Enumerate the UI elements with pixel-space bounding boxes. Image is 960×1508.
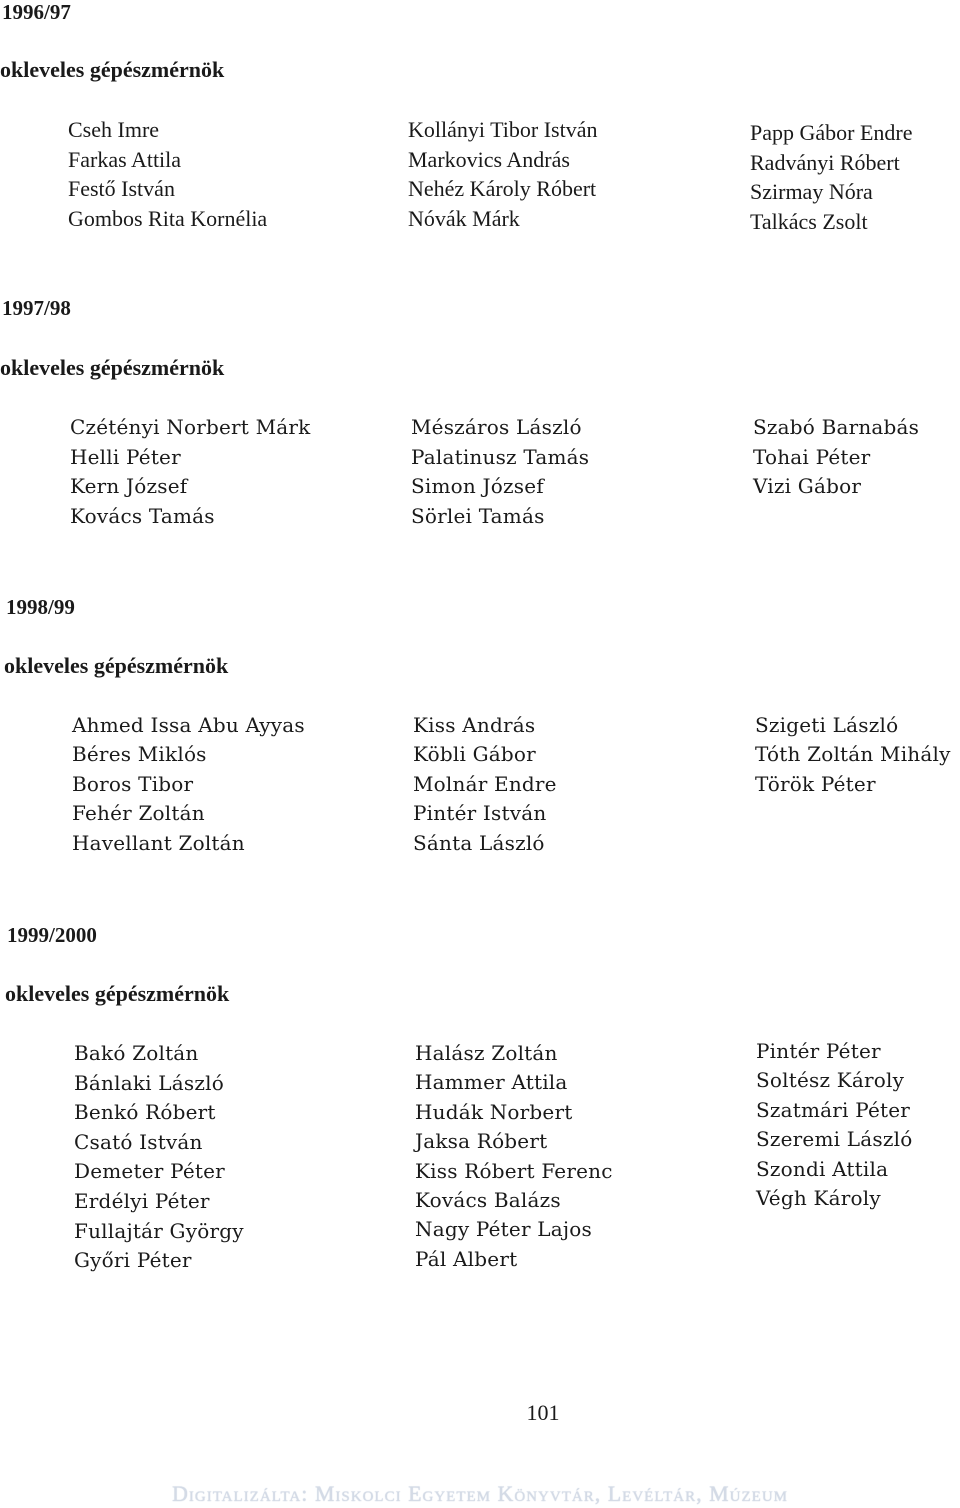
name-entry: Kovács Tamás	[70, 503, 215, 528]
name-entry: Nóvák Márk	[408, 205, 520, 231]
name-entry: Benkó Róbert	[74, 1100, 216, 1125]
name-entry: Farkas Attila	[68, 146, 182, 172]
names-column-2	[408, 115, 597, 233]
section-degree: okleveles gépészmérnök	[0, 355, 225, 380]
name-entry: Csató István	[74, 1129, 203, 1154]
name-entry: Fullajtár György	[74, 1218, 244, 1243]
names-column-2	[415, 1039, 613, 1274]
name-entry: Nagy Péter Lajos	[415, 1217, 592, 1242]
name-entry: Halász Zoltán	[415, 1041, 558, 1065]
section-year: 1999/2000	[7, 923, 97, 947]
name-entry: Papp Gábor Endre	[750, 120, 913, 145]
names-column-1	[70, 413, 310, 531]
name-entry: Kiss András	[413, 713, 536, 737]
name-entry: Festő István	[68, 176, 175, 202]
name-entry: Gombos Rita Kornélia	[68, 205, 268, 231]
name-entry: Szabó Barnabás	[753, 415, 920, 439]
name-entry: Pál Albert	[415, 1246, 518, 1271]
name-entry: Győri Péter	[74, 1248, 192, 1273]
name-entry: Pintér István	[413, 801, 547, 826]
name-entry: Kovács Balázs	[415, 1187, 561, 1212]
name-entry: Végh Károly	[756, 1185, 881, 1210]
name-entry: Erdélyi Péter	[74, 1188, 210, 1213]
name-entry: Helli Péter	[70, 444, 181, 469]
name-entry: Ahmed Issa Abu Ayyas	[72, 713, 305, 737]
names-column-3	[753, 413, 919, 502]
section-degree: okleveles gépészmérnök	[0, 57, 225, 82]
digitization-watermark: Digitalizálta: Miskolci Egyetem Könyvtár, Levéltár, Múzeum	[172, 1481, 788, 1506]
name-entry: Hammer Attila	[415, 1070, 568, 1095]
names-column-2	[413, 711, 557, 858]
name-entry: Fehér Zoltán	[72, 801, 205, 826]
name-entry: Cseh Imre	[68, 117, 160, 142]
name-entry: Soltész Károly	[756, 1068, 905, 1093]
name-entry: Boros Tibor	[72, 771, 194, 796]
name-entry: Nehéz Károly Róbert	[408, 176, 597, 202]
section-degree: okleveles gépészmérnök	[4, 653, 229, 678]
name-entry: Palatinusz Tamás	[411, 444, 590, 469]
section-year: 1997/98	[2, 296, 71, 320]
section-year: 1996/97	[2, 0, 71, 24]
name-entry: Pintér Péter	[756, 1039, 881, 1063]
name-entry: Sörlei Tamás	[411, 503, 545, 528]
section-degree: okleveles gépészmérnök	[5, 981, 230, 1006]
name-entry: Markovics András	[408, 146, 570, 172]
name-entry: Demeter Péter	[74, 1159, 225, 1184]
name-entry: Szirmay Nóra	[750, 179, 873, 205]
names-column-1	[74, 1039, 244, 1276]
section-year: 1998/99	[6, 595, 75, 619]
name-entry: Molnár Endre	[413, 771, 557, 796]
names-column-1	[72, 711, 305, 858]
name-entry: Hudák Norbert	[415, 1099, 573, 1124]
name-entry: Köbli Gábor	[413, 742, 536, 767]
name-entry: Bakó Zoltán	[74, 1041, 199, 1065]
name-entry: Radványi Róbert	[750, 149, 900, 175]
name-entry: Kiss Róbert Ferenc	[415, 1158, 613, 1183]
name-entry: Czétényi Norbert Márk	[70, 415, 311, 439]
names-column-3	[750, 118, 913, 236]
name-entry: Mészáros László	[411, 415, 582, 439]
names-column-3	[756, 1037, 912, 1213]
name-entry: Béres Miklós	[72, 742, 207, 767]
name-entry: Török Péter	[755, 771, 876, 796]
name-entry: Havellant Zoltán	[72, 830, 245, 855]
name-entry: Szigeti László	[755, 713, 899, 737]
name-entry: Jaksa Róbert	[415, 1129, 548, 1154]
name-entry: Tohai Péter	[753, 444, 871, 469]
name-entry: Tóth Zoltán Mihály	[755, 742, 951, 767]
name-entry: Szondi Attila	[756, 1156, 889, 1181]
names-column-1	[68, 115, 267, 233]
names-column-3	[755, 711, 951, 799]
name-entry: Szeremi László	[756, 1127, 913, 1152]
name-entry: Talkács Zsolt	[750, 208, 868, 234]
names-column-2	[411, 413, 589, 531]
name-entry: Sánta László	[413, 830, 545, 855]
name-entry: Vizi Gábor	[753, 474, 862, 499]
name-entry: Kollányi Tibor István	[408, 117, 598, 142]
name-entry: Bánlaki László	[74, 1070, 224, 1095]
name-entry: Simon József	[411, 474, 544, 499]
name-entry: Kern József	[70, 474, 188, 499]
name-entry: Szatmári Péter	[756, 1097, 911, 1122]
page-number: 101	[526, 1400, 560, 1425]
